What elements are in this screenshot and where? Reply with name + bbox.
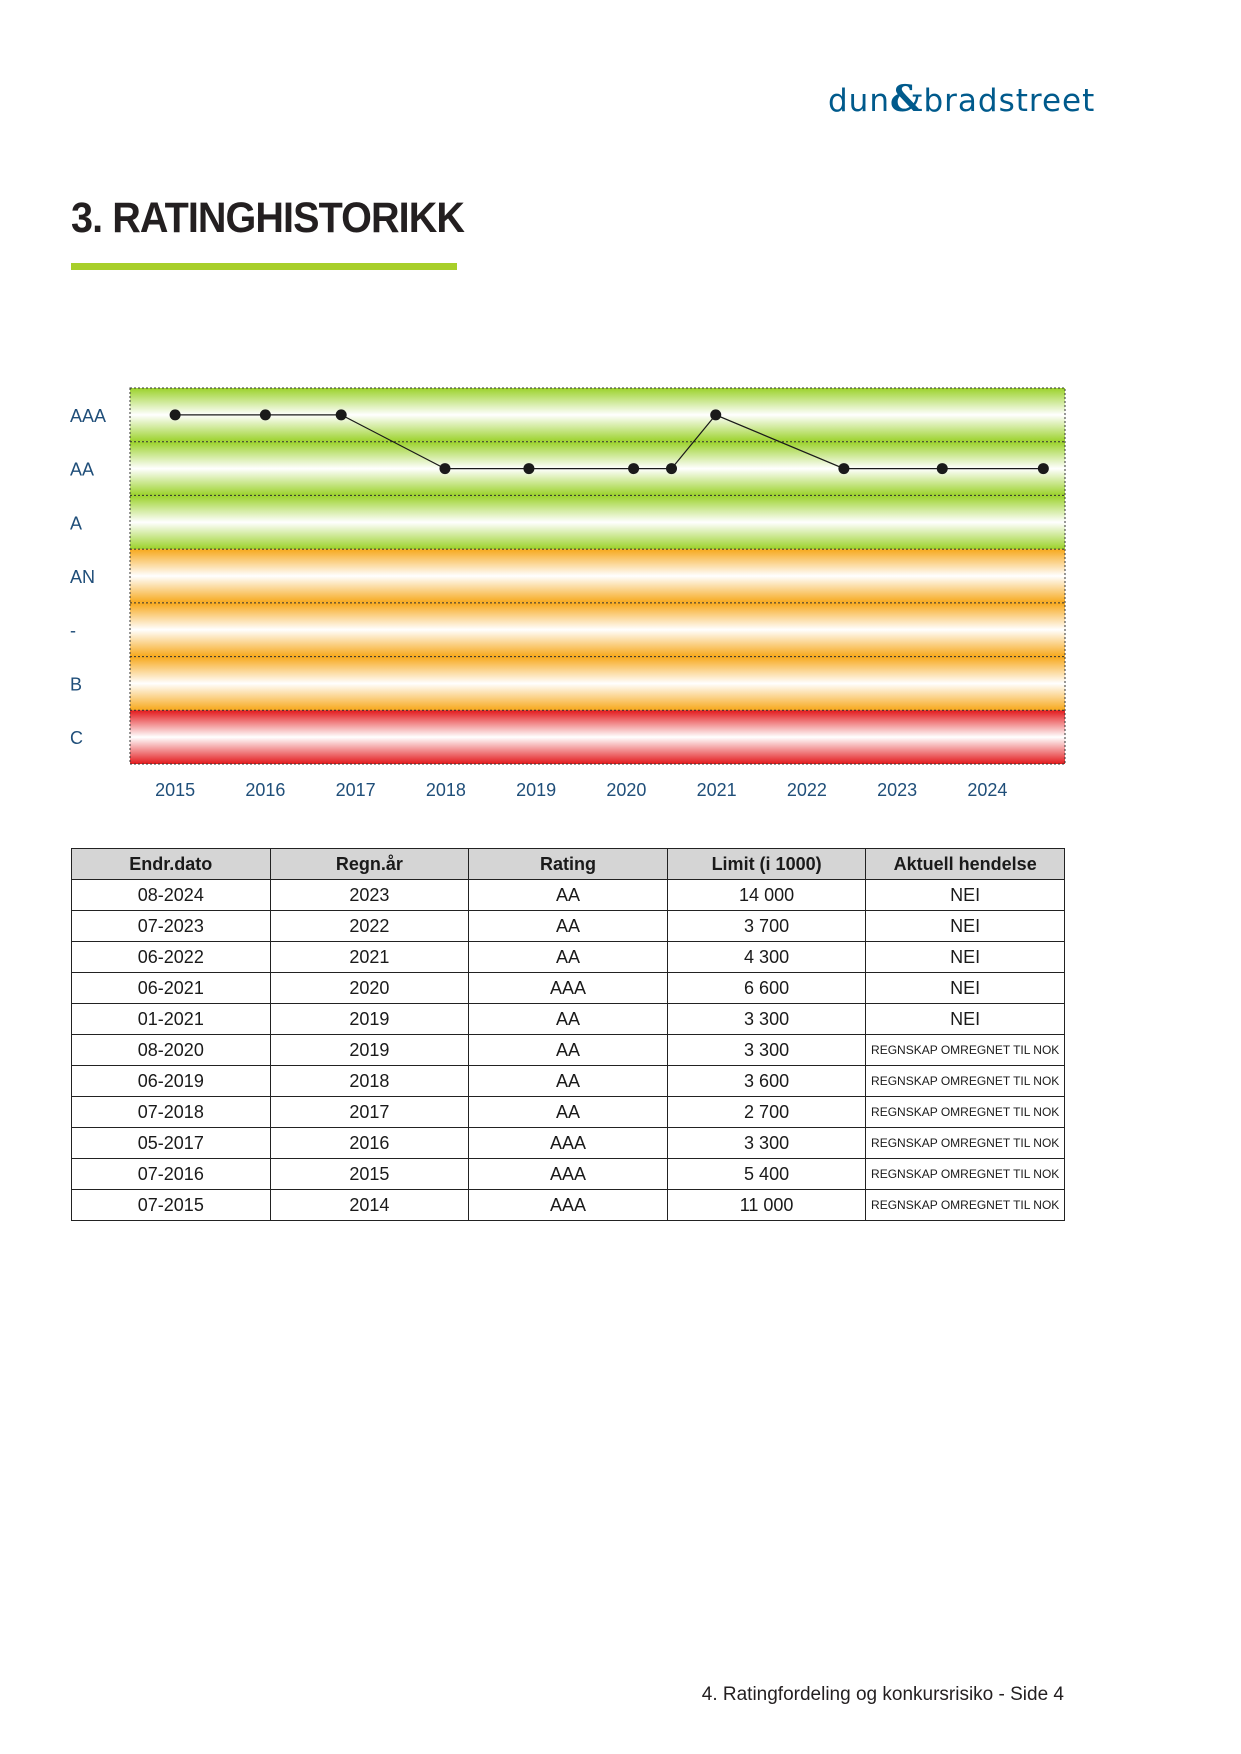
column-header: Regn.år <box>270 849 469 880</box>
table-cell: REGNSKAP OMREGNET TIL NOK <box>866 1159 1065 1190</box>
table-cell: 06-2019 <box>72 1066 271 1097</box>
table-cell: 2023 <box>270 880 469 911</box>
table-row <box>72 942 1065 973</box>
logo-text-left: dun <box>828 83 890 119</box>
x-tick-label: 2020 <box>606 780 647 800</box>
table-cell: 2021 <box>270 942 469 973</box>
table-cell: 07-2015 <box>72 1190 271 1221</box>
table-row <box>72 1004 1065 1035</box>
data-point <box>439 463 450 474</box>
column-header: Aktuell hendelse <box>866 849 1065 880</box>
table-cell: 2 700 <box>667 1097 866 1128</box>
table-cell: REGNSKAP OMREGNET TIL NOK <box>866 1190 1065 1221</box>
table-cell: NEI <box>866 1004 1065 1035</box>
x-tick-label: 2016 <box>245 780 286 800</box>
table-cell: 2016 <box>270 1128 469 1159</box>
table-cell: 07-2016 <box>72 1159 271 1190</box>
table-row <box>72 973 1065 1004</box>
table-cell: AA <box>469 1097 668 1128</box>
table-cell: NEI <box>866 911 1065 942</box>
table-cell: AAA <box>469 1128 668 1159</box>
x-tick-label: 2017 <box>335 780 376 800</box>
rating-band <box>130 495 1065 549</box>
table-cell: NEI <box>866 880 1065 911</box>
rating-band <box>130 549 1065 603</box>
data-point <box>838 463 849 474</box>
data-point <box>260 409 271 420</box>
table-row <box>72 880 1065 911</box>
table-cell: REGNSKAP OMREGNET TIL NOK <box>866 1128 1065 1159</box>
table-cell: 2018 <box>270 1066 469 1097</box>
x-tick-label: 2023 <box>877 780 918 800</box>
table-cell: 4 300 <box>667 942 866 973</box>
table-cell: AA <box>469 1004 668 1035</box>
table-cell: 2019 <box>270 1035 469 1066</box>
table-cell: AAA <box>469 973 668 1004</box>
y-tick-label: AAA <box>70 405 107 426</box>
table-cell: 2014 <box>270 1190 469 1221</box>
table-cell: 2015 <box>270 1159 469 1190</box>
data-point <box>170 409 181 420</box>
table-cell: 2020 <box>270 973 469 1004</box>
table-cell: 3 700 <box>667 911 866 942</box>
x-tick-label: 2015 <box>155 780 196 800</box>
y-tick-label: AA <box>70 459 95 480</box>
rating-history-table <box>71 848 1065 1221</box>
y-tick-label: B <box>70 674 83 695</box>
table-cell: AAA <box>469 1159 668 1190</box>
table-cell: 08-2020 <box>72 1035 271 1066</box>
table-cell: AA <box>469 911 668 942</box>
table-cell: 3 300 <box>667 1004 866 1035</box>
table-cell: REGNSKAP OMREGNET TIL NOK <box>866 1035 1065 1066</box>
table-cell: 3 600 <box>667 1066 866 1097</box>
table-cell: 14 000 <box>667 880 866 911</box>
y-tick-label: A <box>70 513 83 534</box>
table-header-row <box>72 849 1065 880</box>
table-cell: 06-2021 <box>72 973 271 1004</box>
data-point <box>937 463 948 474</box>
rating-band <box>130 710 1065 764</box>
column-header: Rating <box>469 849 668 880</box>
table-cell: 11 000 <box>667 1190 866 1221</box>
table-cell: 07-2023 <box>72 911 271 942</box>
x-tick-label: 2019 <box>516 780 557 800</box>
table-cell: NEI <box>866 973 1065 1004</box>
table-row <box>72 911 1065 942</box>
table-cell: 07-2018 <box>72 1097 271 1128</box>
table-cell: 2019 <box>270 1004 469 1035</box>
table-cell: REGNSKAP OMREGNET TIL NOK <box>866 1066 1065 1097</box>
table-cell: AA <box>469 1066 668 1097</box>
column-header: Limit (i 1000) <box>667 849 866 880</box>
data-point <box>628 463 639 474</box>
table-cell: 06-2022 <box>72 942 271 973</box>
table-cell: NEI <box>866 942 1065 973</box>
y-tick-label: - <box>70 620 76 641</box>
data-point <box>336 409 347 420</box>
y-tick-label: C <box>70 728 83 749</box>
table-row <box>72 1035 1065 1066</box>
table-row <box>72 1190 1065 1221</box>
table-cell: 3 300 <box>667 1035 866 1066</box>
x-tick-label: 2018 <box>425 780 466 800</box>
table-row <box>72 1159 1065 1190</box>
page-footer: 4. Ratingfordeling og konkursrisiko - Side 4 <box>701 1684 1064 1705</box>
rating-band <box>130 657 1065 711</box>
table-cell: AA <box>469 942 668 973</box>
logo-text-right: bradstreet <box>923 83 1096 119</box>
rating-history-chart <box>0 0 1241 820</box>
table-row <box>72 1097 1065 1128</box>
table-row <box>72 1128 1065 1159</box>
data-point <box>523 463 534 474</box>
table-cell: 05-2017 <box>72 1128 271 1159</box>
data-point <box>666 463 677 474</box>
rating-band <box>130 603 1065 657</box>
table-cell: 2022 <box>270 911 469 942</box>
x-tick-label: 2022 <box>786 780 827 800</box>
y-tick-label: AN <box>70 567 96 587</box>
table-cell: REGNSKAP OMREGNET TIL NOK <box>866 1097 1065 1128</box>
table-cell: 5 400 <box>667 1159 866 1190</box>
x-tick-label: 2021 <box>696 780 737 800</box>
table-cell: 3 300 <box>667 1128 866 1159</box>
table-cell: 2017 <box>270 1097 469 1128</box>
x-tick-label: 2024 <box>967 780 1008 800</box>
logo-ampersand: & <box>889 78 924 120</box>
table-cell: AAA <box>469 1190 668 1221</box>
data-point <box>710 409 721 420</box>
table-cell: AA <box>469 1035 668 1066</box>
table-cell: 08-2024 <box>72 880 271 911</box>
page-title: 3. RATINGHISTORIKK <box>71 194 464 242</box>
table-row <box>72 1066 1065 1097</box>
table-cell: 01-2021 <box>72 1004 271 1035</box>
table-cell: AA <box>469 880 668 911</box>
data-point <box>1038 463 1049 474</box>
table-cell: 6 600 <box>667 973 866 1004</box>
column-header: Endr.dato <box>72 849 271 880</box>
